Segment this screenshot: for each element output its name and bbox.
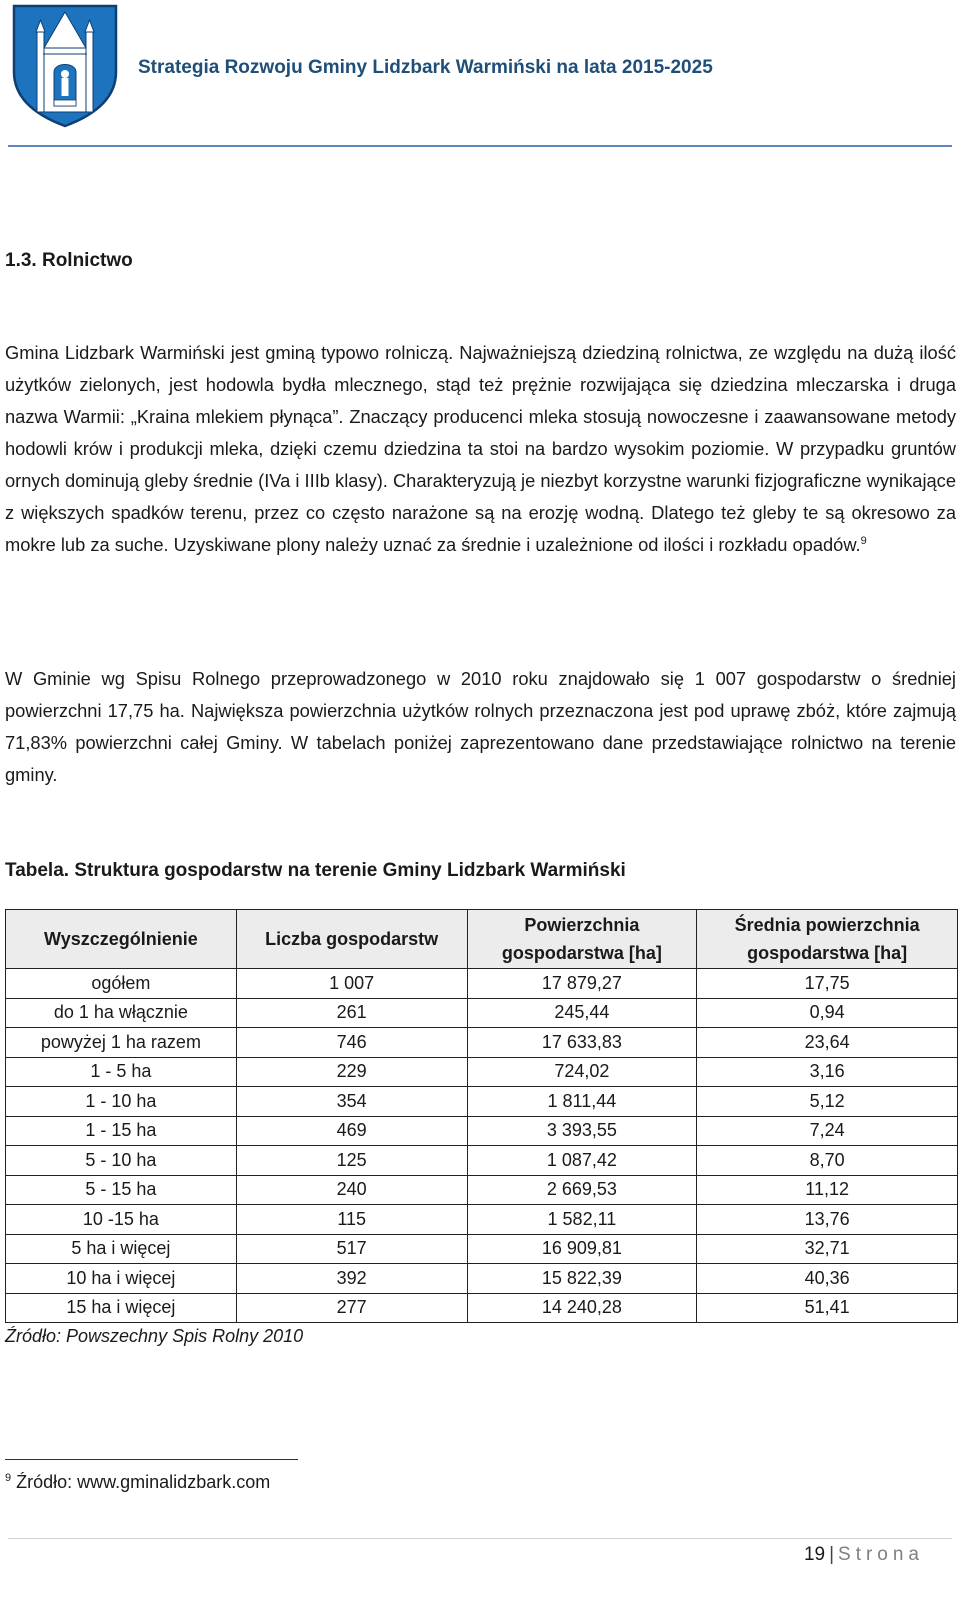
table-row (6, 998, 958, 1028)
table-cell: 15 ha i więcej (6, 1293, 237, 1323)
table-cell: 5 - 10 ha (6, 1146, 237, 1176)
page-footer (804, 1544, 924, 1566)
footnote-separator (5, 1459, 298, 1460)
page-separator: | (829, 1544, 835, 1565)
table-cell: 16 909,81 (467, 1234, 697, 1264)
footnote (5, 1472, 270, 1493)
paragraph-1 (5, 337, 956, 561)
table-cell: 1 582,11 (467, 1205, 697, 1235)
table-cell: 5,12 (697, 1087, 958, 1117)
table-cell: 517 (236, 1234, 467, 1264)
table-cell: 3 393,55 (467, 1116, 697, 1146)
table-source: Źródło: Powszechny Spis Rolny 2010 (5, 1326, 304, 1346)
footnote-text: Źródło: www.gminalidzbark.com (11, 1472, 271, 1492)
table-cell: 746 (236, 1028, 467, 1058)
table-cell: 5 ha i więcej (6, 1234, 237, 1264)
table-cell: 11,12 (697, 1175, 958, 1205)
table-cell: 115 (236, 1205, 467, 1235)
table-cell: 17 879,27 (467, 969, 697, 999)
table-cell: 1 - 10 ha (6, 1087, 237, 1117)
table-cell: 51,41 (697, 1293, 958, 1323)
page-label: Strona (838, 1544, 924, 1565)
table-cell: 15 822,39 (467, 1264, 697, 1294)
table-cell: 724,02 (467, 1057, 697, 1087)
table-row (6, 1234, 958, 1264)
table-header-row (6, 910, 958, 969)
table-cell: 8,70 (697, 1146, 958, 1176)
table-cell: 17 633,83 (467, 1028, 697, 1058)
table-row (6, 1205, 958, 1235)
table-row (6, 1264, 958, 1294)
farm-structure-table (5, 909, 958, 1323)
header-cell-category: Wyszczególnienie (6, 910, 237, 969)
coat-of-arms-logo (10, 2, 120, 128)
table-row (6, 1028, 958, 1058)
section-heading: 1.3. Rolnictwo (5, 250, 133, 271)
footnote-reference[interactable]: 9 (860, 534, 867, 547)
table-cell: 14 240,28 (467, 1293, 697, 1323)
header-cell-area: Powierzchnia gospodarstwa [ha] (467, 910, 697, 969)
table-cell: 261 (236, 998, 467, 1028)
table-cell: 229 (236, 1057, 467, 1087)
table-row (6, 1175, 958, 1205)
table-row (6, 1087, 958, 1117)
header-cell-farm-count: Liczba gospodarstw (236, 910, 467, 969)
table-cell: 125 (236, 1146, 467, 1176)
table-cell: 1 007 (236, 969, 467, 999)
table-cell: 1 811,44 (467, 1087, 697, 1117)
table-cell: 10 -15 ha (6, 1205, 237, 1235)
table-cell: 7,24 (697, 1116, 958, 1146)
table-row (6, 969, 958, 999)
table-cell: do 1 ha włącznie (6, 998, 237, 1028)
paragraph-1-text: Gmina Lidzbark Warmiński jest gminą typowo rolniczą. Najważniejszą dziedziną rolnictwa, ze względu na dużą ilość użytków zielonych, jest hodowla bydła mlecznego, stąd też prężnie rozwijająca się dziedzina mleczarska i druga nazwa Warmii: „Kraina mlekiem płynąca”. Znaczący producenci mleka stosują nowoczesne i zaawansowane metody hodowli krów i produkcji mleka, dzięki czemu dziedzina ta stoi na bardzo wysokim poziomie. W przypadku gruntów ornych dominują gleby średnie (IVa i IIIb klasy). Charakteryzują je niezbyt korzystne warunki fizjograficzne wynikające z większych spadków terenu, przez co często narażone są na erozję wodną. Dlatego też gleby te są okresowo za mokre lub za suche. Uzyskiwane plony należy uznać za średnie i uzależnione od ilości i rozkładu opadów. (5, 342, 956, 555)
table-cell: 23,64 (697, 1028, 958, 1058)
table-cell: 2 669,53 (467, 1175, 697, 1205)
table-row (6, 1146, 958, 1176)
table-cell: 1 - 5 ha (6, 1057, 237, 1087)
paragraph-2: W Gminie wg Spisu Rolnego przeprowadzonego w 2010 roku znajdowało się 1 007 gospodarstw o średniej powierzchni 17,75 ha. Największa powierzchnia użytków rolnych przeznaczona jest pod uprawę zbóż, które zajmują 71,83% powierzchni całej Gminy. W tabelach poniżej zaprezentowano dane przedstawiające rolnictwo na terenie gminy. (5, 668, 956, 785)
table-cell: 0,94 (697, 998, 958, 1028)
header-rule (8, 145, 952, 147)
table-cell: 392 (236, 1264, 467, 1294)
page-number: 19 (803, 1544, 826, 1565)
header-cell-average-area: Średnia powierzchnia gospodarstwa [ha] (697, 910, 958, 969)
table-cell: 354 (236, 1087, 467, 1117)
table-row (6, 1293, 958, 1323)
table-cell: 5 - 15 ha (6, 1175, 237, 1205)
table-cell: 32,71 (697, 1234, 958, 1264)
table-cell: 245,44 (467, 998, 697, 1028)
table-cell: powyżej 1 ha razem (6, 1028, 237, 1058)
table-cell: 13,76 (697, 1205, 958, 1235)
footnote-number: 9 (5, 1472, 12, 1484)
table-cell: 40,36 (697, 1264, 958, 1294)
table-row (6, 1116, 958, 1146)
table-cell: 240 (236, 1175, 467, 1205)
table-cell: 3,16 (697, 1057, 958, 1087)
table-cell: 17,75 (697, 969, 958, 999)
table-cell: ogółem (6, 969, 237, 999)
table-cell: 1 087,42 (467, 1146, 697, 1176)
table-cell: 1 - 15 ha (6, 1116, 237, 1146)
table-row (6, 1057, 958, 1087)
page-header (0, 0, 960, 150)
footer-rule (8, 1538, 952, 1539)
document-title: Strategia Rozwoju Gminy Lidzbark Warmiński na lata 2015-2025 (138, 57, 713, 78)
table-cell: 10 ha i więcej (6, 1264, 237, 1294)
table-caption: Tabela. Struktura gospodarstw na terenie Gminy Lidzbark Warmiński (5, 860, 626, 881)
table-cell: 277 (236, 1293, 467, 1323)
table-cell: 469 (236, 1116, 467, 1146)
